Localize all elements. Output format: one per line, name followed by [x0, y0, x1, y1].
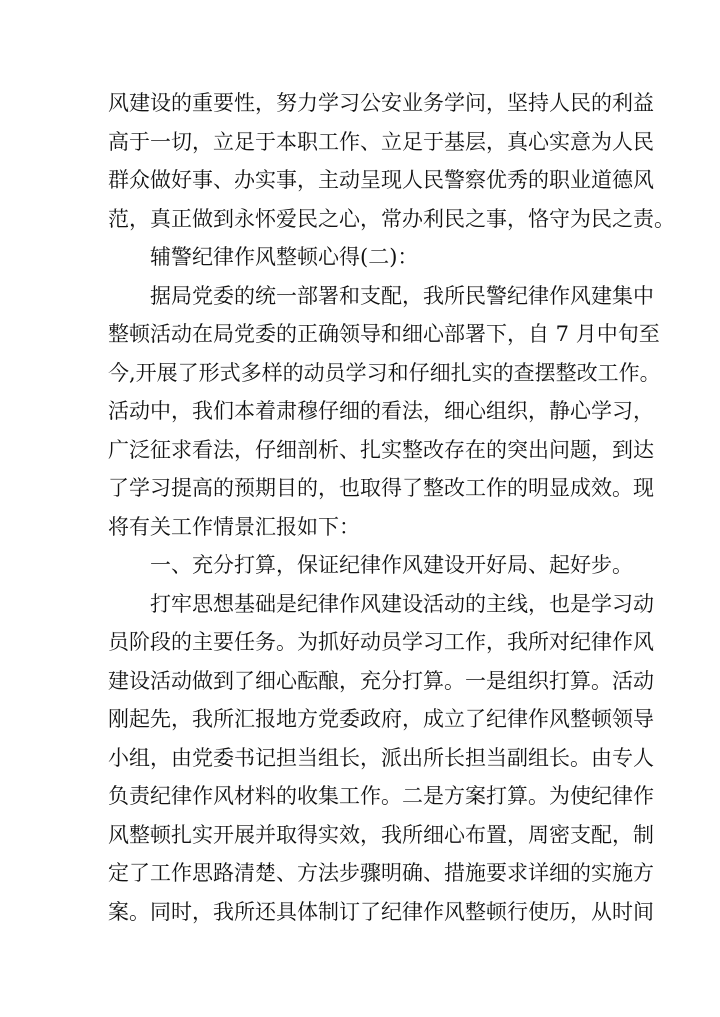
text-line-9: 活动中，我们本着肃穆仔细的看法，细心组织，静心学习，: [108, 399, 654, 423]
section-heading: 辅警纪律作风整顿心得(二)：: [150, 245, 419, 269]
text-line-22: 案。同时，我所还具体制订了纪律作风整顿行使历，从时间: [108, 899, 654, 924]
text-line-21: 定了工作思路清楚、方法步骤明确、措施要求详细的实施方: [108, 861, 654, 885]
text-line-12: 将有关工作情景汇报如下：: [108, 514, 360, 539]
text-line-1: 风建设的重要性，努力学习公安业务学问，坚持人民的利益: [108, 91, 654, 115]
document-body: [108, 84, 675, 931]
text-line-20: 风整顿扎实开展并取得实效，我所细心布置，周密支配，制: [108, 822, 654, 847]
text-line-14: 打牢思想基础是纪律作风建设活动的主线，也是学习动: [150, 591, 654, 616]
text-line-2: 高于一切，立足于本职工作、立足于基层，真心实意为人民: [108, 129, 654, 154]
text-line-11: 了学习提高的预期目的，也取得了整改工作的明显成效。现: [108, 476, 654, 500]
text-line-16: 建设活动做到了细心酝酿，充分打算。一是组织打算。活动: [108, 668, 654, 693]
text-line-10: 广泛征求看法，仔细剖析、扎实整改存在的突出问题，到达: [108, 437, 654, 462]
text-line-17: 刚起先，我所汇报地方党委政府，成立了纪律作风整顿领导: [108, 707, 654, 731]
subheading-one: 一、充分打算，保证纪律作风建设开好局、起好步。: [150, 553, 633, 577]
text-line-7: 整顿活动在局党委的正确领导和细心部署下，自 7 月中旬至: [108, 322, 660, 346]
text-line-4: 范，真正做到永怀爱民之心，常办利民之事，恪守为民之责。: [108, 206, 675, 231]
text-line-8: 今,开展了形式多样的动员学习和仔细扎实的查摆整改工作。: [108, 360, 661, 385]
text-line-15: 员阶段的主要任务。为抓好动员学习工作，我所对纪律作风: [108, 630, 654, 654]
text-line-3: 群众做好事、办实事，主动呈现人民警察优秀的职业道德风: [108, 168, 654, 192]
text-line-6: 据局党委的统一部署和支配，我所民警纪律作风建集中: [150, 283, 654, 308]
text-line-19: 负责纪律作风材料的收集工作。二是方案打算。为使纪律作: [108, 784, 654, 808]
text-line-18: 小组，由党委书记担当组长，派出所长担当副组长。由专人: [108, 745, 654, 770]
